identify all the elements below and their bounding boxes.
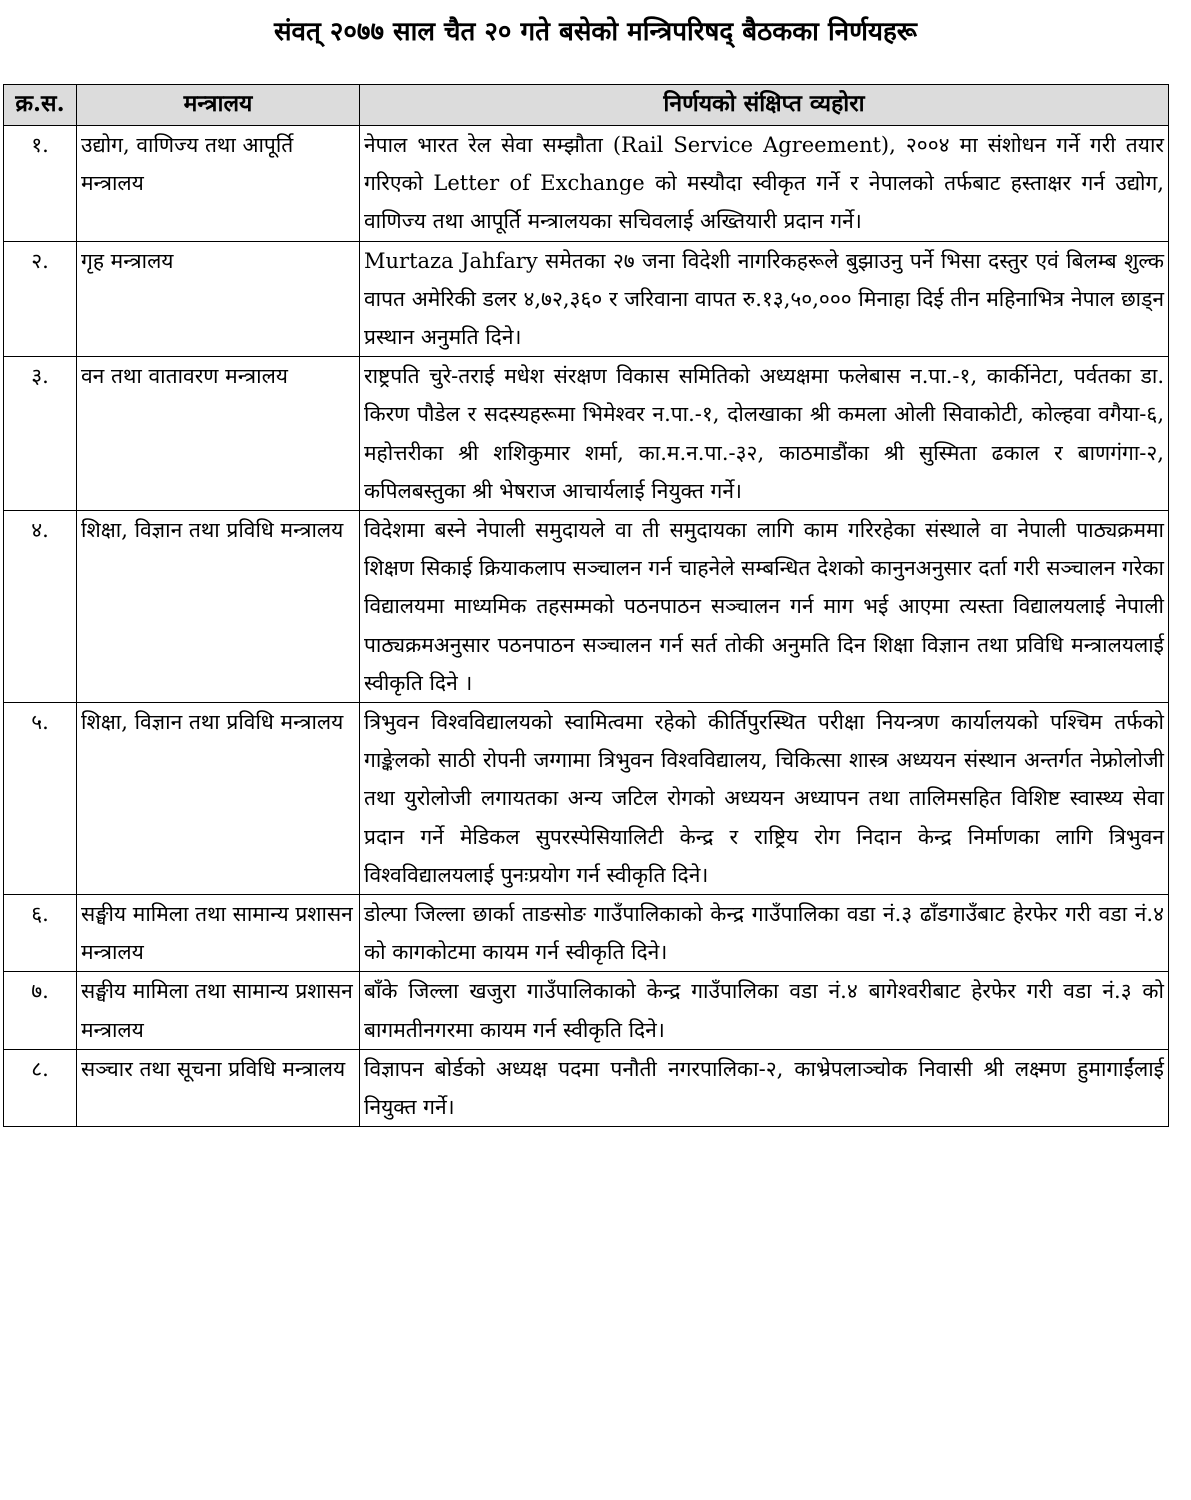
row-ministry: शिक्षा, विज्ञान तथा प्रविधि मन्त्रालय	[77, 511, 360, 703]
table-row	[4, 511, 1169, 703]
header-decision: निर्णयको संक्षिप्त व्यहोरा	[360, 85, 1169, 126]
table-row	[4, 703, 1169, 895]
row-serial: २.	[4, 241, 77, 357]
row-ministry: सङ्घीय मामिला तथा सामान्य प्रशासन मन्त्रालय	[77, 895, 360, 972]
row-serial: १.	[4, 126, 77, 242]
row-ministry: उद्योग, वाणिज्य तथा आपूर्ति मन्त्रालय	[77, 126, 360, 242]
row-ministry: वन तथा वातावरण मन्त्रालय	[77, 357, 360, 511]
table-row	[4, 895, 1169, 972]
header-ministry: मन्त्रालय	[77, 85, 360, 126]
table-row	[4, 241, 1169, 357]
table-row	[4, 972, 1169, 1049]
row-ministry: शिक्षा, विज्ञान तथा प्रविधि मन्त्रालय	[77, 703, 360, 895]
row-ministry: गृह मन्त्रालय	[77, 241, 360, 357]
row-serial: ८.	[4, 1049, 77, 1126]
row-serial: ७.	[4, 972, 77, 1049]
row-ministry: सञ्चार तथा सूचना प्रविधि मन्त्रालय	[77, 1049, 360, 1126]
table-row	[4, 357, 1169, 511]
table-row	[4, 126, 1169, 242]
document-title: संवत् २०७७ साल चैत २० गते बसेको मन्त्रिपरिषद् बैठकका निर्णयहरू	[273, 17, 917, 47]
header-serial: क्र.स.	[4, 85, 77, 126]
row-decision: नेपाल भारत रेल सेवा सम्झौता (Rail Service Agreement), २००४ मा संशोधन गर्ने गरी तयार गरिएको Letter of Exchange को मस्यौदा स्वीकृत गर्ने र नेपालको तर्फबाट हस्ताक्षर गर्न उद्योग, वाणिज्य तथा आपूर्ति मन्त्रालयका सचिवलाई अख्तियारी प्रदान गर्ने।	[360, 126, 1169, 242]
table-header-row	[4, 85, 1169, 126]
row-decision: बाँके जिल्ला खजुरा गाउँपालिकाको केन्द्र गाउँपालिका वडा नं.४ बागेश्वरीबाट हेरफेर गरी वडा नं.३ को बागमतीनगरमा कायम गर्न स्वीकृति दिने।	[360, 972, 1169, 1049]
row-decision: Murtaza Jahfary समेतका २७ जना विदेशी नागरिकहरूले बुझाउनु पर्ने भिसा दस्तुर एवं बिलम्ब शुल्क वापत अमेरिकी डलर ४,७२,३६० र जरिवाना वापत रु.१३,५०,००० मिनाहा दिई तीन महिनाभित्र नेपाल छाड्न प्रस्थान अनुमति दिने।	[360, 241, 1169, 357]
row-decision: विज्ञापन बोर्डको अध्यक्ष पदमा पनौती नगरपालिका-२, काभ्रेपलाञ्चोक निवासी श्री लक्ष्मण हुमागाईंलाई नियुक्त गर्ने।	[360, 1049, 1169, 1126]
row-serial: ५.	[4, 703, 77, 895]
table-row	[4, 1049, 1169, 1126]
row-ministry: सङ्घीय मामिला तथा सामान्य प्रशासन मन्त्रालय	[77, 972, 360, 1049]
row-serial: ६.	[4, 895, 77, 972]
row-decision: त्रिभुवन विश्वविद्यालयको स्वामित्वमा रहेको कीर्तिपुरस्थित परीक्षा नियन्त्रण कार्यालयको पश्चिम तर्फको गाङ्केलको साठी रोपनी जग्गामा त्रिभुवन विश्वविद्यालय, चिकित्सा शास्त्र अध्ययन संस्थान अन्तर्गत नेफ्रोलोजी तथा युरोलोजी लगायतका अन्य जटिल रोगको अध्ययन अध्यापन तथा तालिमसहित विशिष्ट स्वास्थ्य सेवा प्रदान गर्ने मेडिकल सुपरस्पेसियालिटी केन्द्र र राष्ट्रिय रोग निदान केन्द्र निर्माणका लागि त्रिभुवन विश्वविद्यालयलाई पुनःप्रयोग गर्न स्वीकृति दिने।	[360, 703, 1169, 895]
row-decision: विदेशमा बस्ने नेपाली समुदायले वा ती समुदायका लागि काम गरिरहेका संस्थाले वा नेपाली पाठ्यक्रममा शिक्षण सिकाई क्रियाकलाप सञ्चालन गर्न चाहनेले सम्बन्धित देशको कानुनअनुसार दर्ता गरी सञ्चालन गरेका विद्यालयमा माध्यमिक तहसम्मको पठनपाठन सञ्चालन गर्न माग भई आएमा त्यस्ता विद्यालयलाई नेपाली पाठ्यक्रमअनुसार पठनपाठन सञ्चालन गर्न सर्त तोकी अनुमति दिन शिक्षा विज्ञान तथा प्रविधि मन्त्रालयलाई स्वीकृति दिने ।	[360, 511, 1169, 703]
decisions-table	[3, 84, 1169, 1127]
row-decision: डोल्पा जिल्ला छार्का ताङसोङ गाउँपालिकाको केन्द्र गाउँपालिका वडा नं.३ ढाँडगाउँबाट हेरफेर गरी वडा नं.४ को कागकोटमा कायम गर्न स्वीकृति दिने।	[360, 895, 1169, 972]
row-serial: ३.	[4, 357, 77, 511]
row-serial: ४.	[4, 511, 77, 703]
row-decision: राष्ट्रपति चुरे-तराई मधेश संरक्षण विकास समितिको अध्यक्षमा फलेबास न.पा.-१, कार्कीनेटा, पर्वतका डा. किरण पौडेल र सदस्यहरूमा भिमेश्वर न.पा.-१, दोलखाका श्री कमला ओली सिवाकोटी, कोल्हवा वगैया-६, महोत्तरीका श्री शशिकुमार शर्मा, का.म.न.पा.-३२, काठमाडौंका श्री सुस्मिता ढकाल र बाणगंगा-२, कपिलबस्तुका श्री भेषराज आचार्यलाई नियुक्त गर्ने।	[360, 357, 1169, 511]
